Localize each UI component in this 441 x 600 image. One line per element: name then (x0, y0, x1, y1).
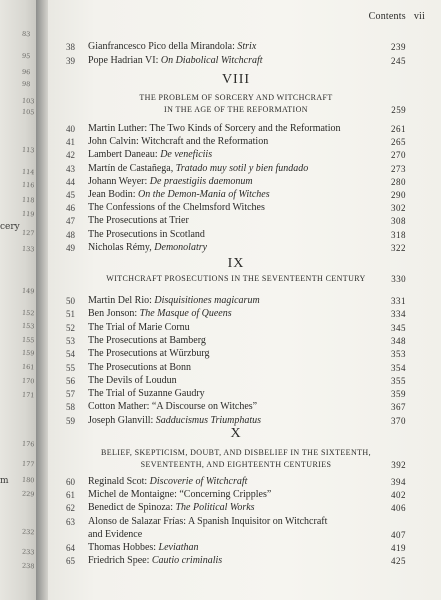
running-head-label: Contents (368, 11, 406, 22)
entry-title (88, 321, 190, 335)
entry-title-italic: Discoverie of Witchcraft (149, 476, 248, 487)
entry-number: 39 (66, 56, 75, 66)
entry-title-italic: The Political Works (175, 502, 255, 514)
entry-title-text: Martín de Castañega, (88, 162, 176, 174)
entry-title-italic: On the Demon-Mania of Witches (138, 189, 270, 200)
toc-entry (66, 414, 406, 428)
entry-title-text: Gianfrancesco Pico della Mirandola: (88, 41, 238, 52)
entry-number: 48 (66, 229, 75, 240)
entry-title (88, 501, 255, 515)
entry-page-number: 353 (391, 349, 406, 360)
entry-page-number: 419 (391, 543, 406, 553)
entry-title (88, 228, 205, 242)
facing-page-number: 229 (21, 489, 35, 499)
entry-number: 63 (66, 516, 75, 527)
entry-page-number: 239 (391, 42, 406, 52)
entry-title (88, 162, 308, 176)
entry-title-text: Jean Bodin: (88, 189, 138, 200)
facing-page-number: 118 (21, 195, 35, 205)
entry-title (88, 307, 232, 321)
toc-entry (66, 400, 406, 414)
part-title: THE PROBLEM OF SORCERY AND WITCHCRAFT (139, 93, 333, 102)
entry-title-text: The Devils of Loudun (88, 374, 177, 386)
entry-title (88, 374, 177, 388)
entry-title-text: The Prosecutions at Würzburg (88, 348, 210, 360)
entry-title-text: The Trial of Suzanne Gaudry (88, 388, 205, 400)
entry-title (88, 40, 256, 54)
entry-title (88, 541, 199, 555)
entry-number: 43 (66, 163, 75, 174)
entry-page-number: 394 (391, 477, 406, 487)
facing-page-fragment: m (0, 476, 9, 486)
toc-entry (66, 321, 406, 335)
entry-title-text: The Trial of Marie Cornu (88, 321, 190, 333)
entry-page-number: 370 (391, 415, 406, 426)
entry-title (88, 148, 212, 162)
entry-page-number: 265 (391, 137, 406, 148)
entry-title-text: Michel de Montaigne: “Concerning Cripples” (88, 489, 272, 501)
entry-title-text: Ben Jonson: (88, 308, 140, 320)
entry-number: 51 (66, 309, 75, 320)
entry-title (88, 554, 222, 568)
facing-page-edge (0, 0, 36, 600)
entry-title-text: Friedrich Spee: (88, 555, 152, 567)
entry-number: 62 (66, 503, 75, 514)
entry-title-text: Benedict de Spinoza: (88, 502, 176, 514)
entry-number: 49 (66, 242, 75, 253)
entry-title (88, 201, 265, 215)
entry-page-number: 302 (391, 203, 406, 214)
entry-title-text: The Prosecutions at Trier (88, 215, 189, 227)
entry-number: 53 (66, 335, 75, 346)
entry-number: 64 (66, 543, 75, 553)
toc-entry (66, 148, 406, 162)
part-title-line (66, 273, 406, 285)
toc-entry (66, 40, 406, 54)
toc-entry (66, 361, 406, 375)
facing-page-number: 103 (21, 96, 35, 106)
facing-page-number: 133 (21, 244, 35, 254)
entry-title (88, 400, 257, 414)
entry-number: 58 (66, 402, 75, 413)
part-title-line2 (66, 104, 406, 116)
facing-page-number: 170 (21, 376, 35, 386)
toc-entry (66, 122, 406, 136)
entry-number: 65 (66, 556, 75, 567)
facing-page-number: 238 (21, 561, 35, 571)
entry-number: 40 (66, 124, 75, 134)
entry-title-text: Pope Hadrian VI: (88, 55, 161, 66)
entry-title-italic: De veneficiis (160, 149, 213, 161)
toc-entry (66, 374, 406, 388)
entry-title-italic: Cautio criminalis (151, 555, 223, 567)
entry-title-italic: De praestigiis daemonum (149, 175, 253, 187)
toc-entry (66, 501, 406, 515)
entry-title (88, 387, 205, 401)
entry-title-italic: On Diabolical Witchcraft (160, 55, 263, 66)
facing-page-number: 161 (21, 362, 35, 372)
toc-entry (66, 347, 406, 361)
entry-title-italic: Strix (237, 41, 257, 52)
entry-title-text: Martin Luther: The Two Kinds of Sorcery and the Reformation (88, 123, 341, 134)
entry-number: 46 (66, 203, 75, 214)
entry-title (88, 528, 142, 542)
entry-page-number: 270 (391, 150, 406, 161)
entry-page-number: 359 (391, 389, 406, 400)
entry-number: 56 (66, 375, 75, 386)
entry-title-italic: Disquisitiones magicarum (154, 295, 260, 306)
contents-page (48, 0, 441, 600)
entry-title-text: Reginald Scot: (88, 476, 150, 487)
toc-entry (66, 294, 406, 308)
toc-entry (66, 334, 406, 348)
entry-title-text: The Prosecutions at Bonn (88, 361, 192, 373)
facing-page-number: 127 (21, 228, 35, 238)
entry-number: 38 (66, 42, 75, 52)
entry-number: 44 (66, 176, 75, 187)
entry-title-text: Martin Del Rio: (88, 295, 155, 306)
toc-entry (66, 554, 406, 568)
toc-entry (66, 214, 406, 228)
entry-page-number: 334 (391, 309, 406, 320)
entry-page-number: 331 (391, 296, 406, 306)
entry-page-number: 406 (391, 503, 406, 514)
entry-page-number: 261 (391, 124, 406, 134)
entry-title-text: John Calvin: Witchcraft and the Reformation (88, 136, 269, 148)
part-title-line2 (66, 459, 406, 471)
part-numeral: X (230, 426, 242, 441)
entry-page-number: 407 (391, 529, 406, 540)
entry-title-italic: Demonolatry (154, 241, 208, 253)
facing-page-number: 83 (21, 29, 31, 39)
entry-number: 57 (66, 389, 75, 400)
entry-number: 41 (66, 137, 75, 148)
entry-title (88, 214, 189, 228)
toc-entry (66, 387, 406, 401)
entry-title-text: Cotton Mather: “A Discourse on Witches” (88, 401, 258, 413)
entry-title (88, 488, 271, 502)
toc-entry (66, 188, 406, 202)
entry-page-number: 348 (391, 335, 406, 346)
toc-entry (66, 54, 406, 68)
entry-title (88, 241, 207, 255)
facing-page-number: 233 (21, 547, 35, 557)
part-page-number: 392 (391, 460, 406, 470)
facing-page-number: 171 (21, 390, 35, 400)
running-head (369, 11, 425, 22)
facing-page-number: 180 (21, 475, 35, 485)
entry-title-text: Nicholas Rémy, (88, 241, 155, 253)
entry-number: 54 (66, 349, 75, 360)
facing-page-number: 232 (21, 527, 35, 537)
facing-page-number: 176 (21, 439, 35, 449)
toc-entry (66, 488, 406, 502)
entry-title-italic: Leviathan (158, 542, 199, 553)
running-head-page: vii (413, 11, 425, 22)
toc-entry (66, 307, 406, 321)
facing-page-number: 159 (21, 348, 35, 358)
entry-page-number: 290 (391, 190, 406, 200)
entry-title (88, 122, 341, 136)
entry-title (88, 135, 268, 149)
entry-number: 61 (66, 490, 75, 501)
entry-title-italic: Sadducismus Triumphatus (155, 414, 262, 426)
toc-entry (66, 475, 406, 489)
entry-number: 60 (66, 477, 75, 487)
part-numeral: IX (227, 256, 245, 271)
entry-title (88, 54, 263, 68)
entry-number: 55 (66, 362, 75, 373)
entry-title (88, 475, 247, 489)
entry-title-text: Johann Weyer: (88, 175, 150, 187)
entry-number: 52 (66, 322, 75, 333)
entry-title-text: Alonso de Salazar Frías: A Spanish Inquisitor on Witchcraft (88, 515, 328, 527)
entry-page-number: 308 (391, 216, 406, 227)
part-page-number: 259 (391, 105, 406, 115)
toc-entry (66, 541, 406, 555)
toc-entry (66, 175, 406, 189)
facing-page-number: 95 (21, 51, 31, 61)
entry-number: 45 (66, 190, 75, 200)
toc-entry (66, 162, 406, 176)
entry-title-italic: The Masque of Queens (139, 308, 232, 320)
entry-title (88, 175, 253, 189)
part-title-text: IN THE AGE OF THE REFORMATION (164, 105, 308, 114)
facing-page-number: 114 (21, 167, 35, 177)
entry-number: 42 (66, 150, 75, 161)
part-numeral: VIII (221, 72, 251, 87)
toc-entry (66, 228, 406, 242)
entry-page-number: 280 (391, 176, 406, 187)
entry-title (88, 347, 210, 361)
entry-number: 50 (66, 296, 75, 306)
facing-page-number: 96 (21, 67, 31, 77)
entry-title-text: Thomas Hobbes: (88, 542, 159, 553)
facing-page-number: 153 (21, 321, 35, 331)
entry-number: 47 (66, 216, 75, 227)
entry-page-number: 345 (391, 322, 406, 333)
facing-page-number: 152 (21, 308, 35, 318)
entry-page-number: 355 (391, 375, 406, 386)
entry-title-text: The Prosecutions at Bamberg (88, 334, 206, 346)
facing-page-fragment: cery (0, 222, 20, 232)
toc-entry (66, 515, 406, 529)
entry-page-number: 354 (391, 362, 406, 373)
facing-page-number: 116 (21, 180, 35, 190)
facing-page-number: 177 (21, 459, 35, 469)
toc-entry (66, 528, 406, 542)
toc-entry (66, 201, 406, 215)
toc-entry (66, 135, 406, 149)
facing-page-number: 98 (21, 79, 31, 89)
facing-page-number: 105 (21, 107, 35, 117)
entry-page-number: 318 (391, 229, 406, 240)
entry-title (88, 515, 327, 529)
facing-page-number: 113 (21, 145, 35, 155)
entry-title-text: and Evidence (88, 528, 143, 540)
facing-page-number: 155 (21, 335, 35, 345)
entry-title (88, 414, 261, 428)
entry-page-number: 322 (391, 242, 406, 253)
entry-page-number: 273 (391, 163, 406, 174)
toc-entry (66, 241, 406, 255)
facing-page-number: 119 (21, 209, 35, 219)
entry-page-number: 367 (391, 402, 406, 413)
entry-title-text: Joseph Glanvill: (88, 414, 156, 426)
entry-title-text: Lambert Daneau: (88, 149, 161, 161)
entry-title (88, 294, 260, 308)
part-title-text: WITCHCRAFT PROSECUTIONS IN THE SEVENTEENTH CENTURY (106, 274, 366, 283)
entry-title (88, 188, 270, 202)
facing-page-number: 149 (21, 286, 35, 296)
part-title-text: SEVENTEENTH, AND EIGHTEENTH CENTURIES (140, 460, 332, 469)
entry-title-text: The Prosecutions in Scotland (88, 228, 205, 240)
entry-number: 59 (66, 415, 75, 426)
part-title: BELIEF, SKEPTICISM, DOUBT, AND DISBELIEF IN THE SIXTEENTH, (100, 448, 372, 457)
entry-page-number: 425 (391, 556, 406, 567)
entry-page-number: 402 (391, 490, 406, 501)
entry-title (88, 334, 206, 348)
entry-title (88, 361, 191, 375)
part-page-number: 330 (391, 274, 406, 284)
entry-title-text: The Confessions of the Chelmsford Witches (88, 202, 265, 214)
entry-page-number: 245 (391, 56, 406, 66)
entry-title-italic: Tratado muy sotil y bien fundado (175, 162, 309, 174)
